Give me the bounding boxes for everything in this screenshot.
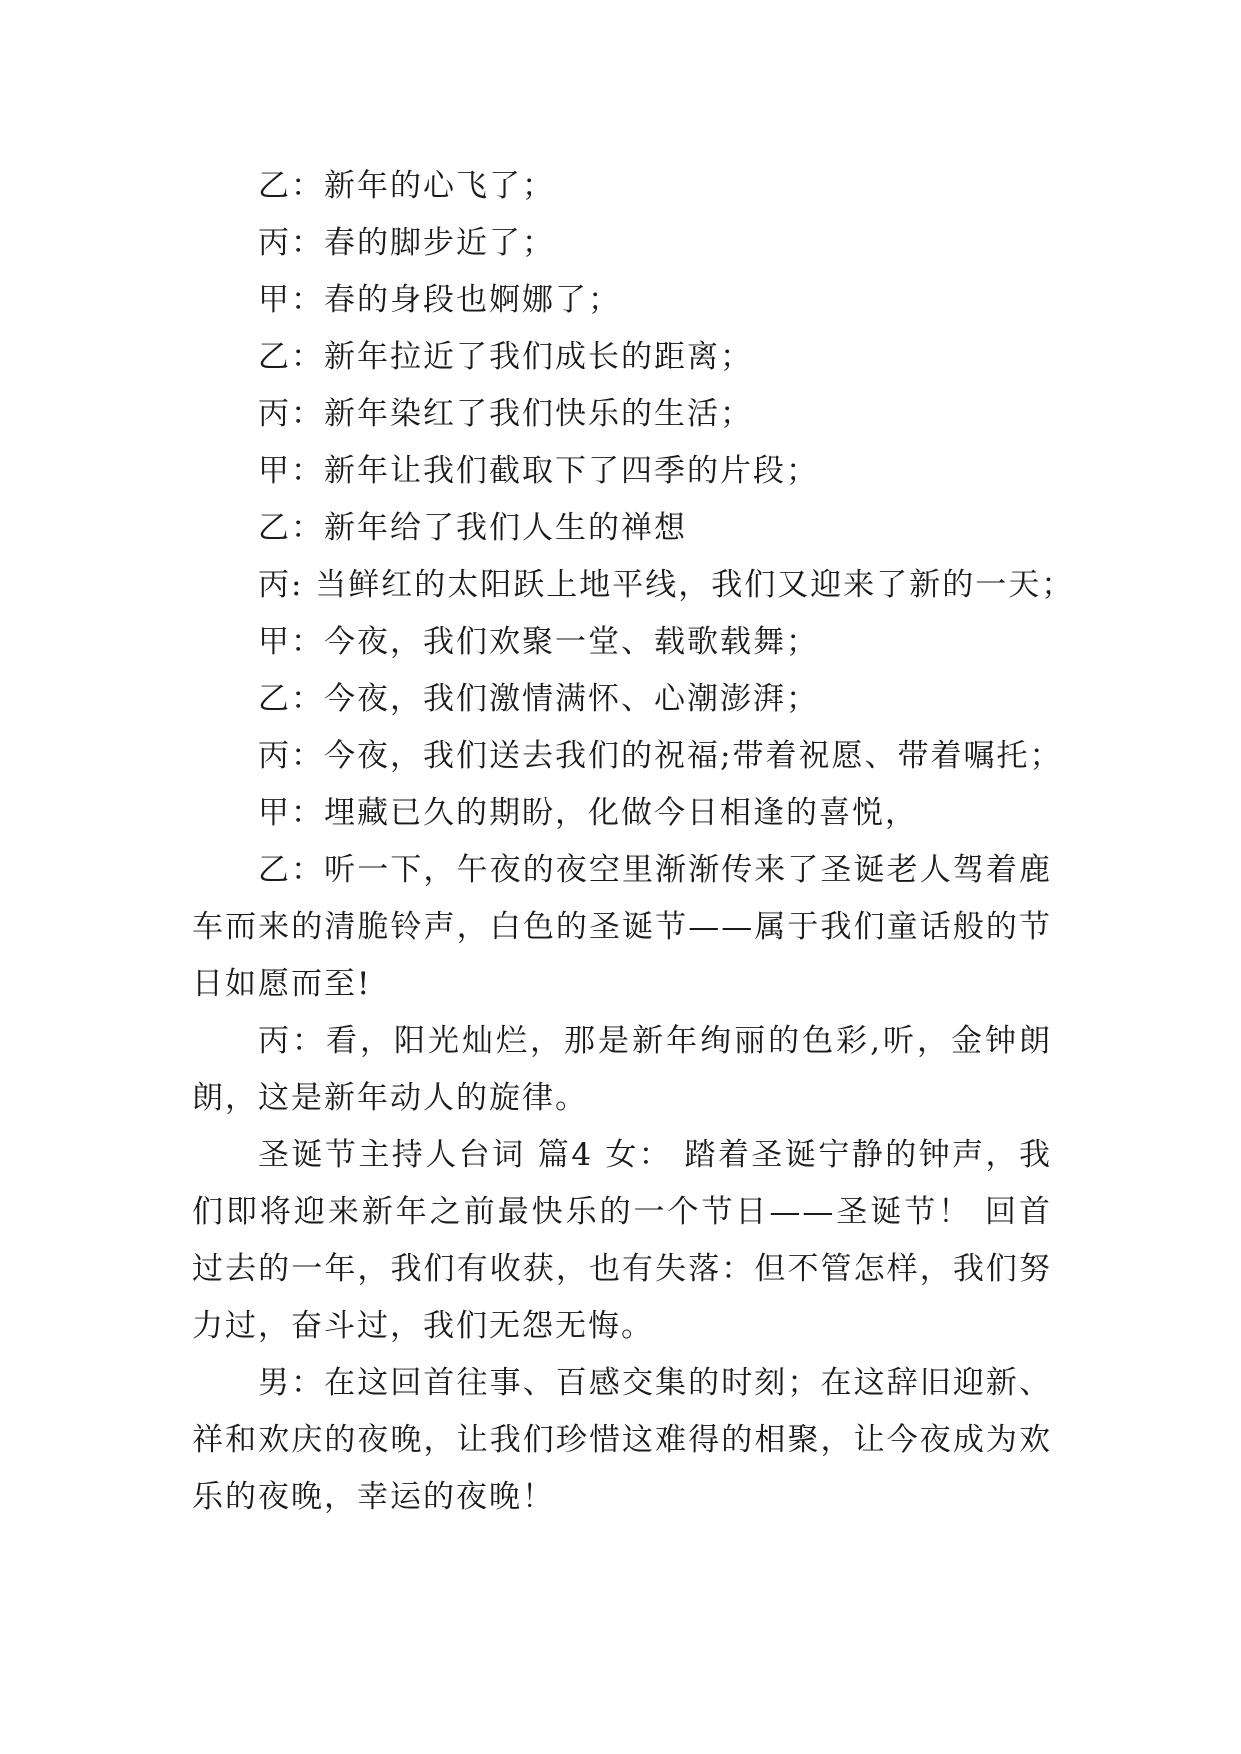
script-line: 丙: 当鲜红的太阳跃上地平线，我们又迎来了新的一天；: [258, 567, 1075, 603]
script-line: 丙：新年染红了我们快乐的生活；: [258, 396, 753, 432]
script-line: 甲：今夜，我们欢聚一堂、载歌载舞；: [258, 624, 819, 660]
script-line: 乙：今夜，我们激情满怀、心潮澎湃；: [258, 681, 819, 717]
script-line: 乙：新年拉近了我们成长的距离；: [258, 339, 753, 375]
body-paragraph: 男：在这回首往事、百感交集的时刻；在这辞旧迎新、祥和欢庆的夜晚，让我们珍惜这难得的相聚，让今夜成为欢乐的夜晚，幸运的夜晚！: [192, 1365, 1052, 1515]
script-line: 丙：春的脚步近了；: [258, 225, 555, 261]
document-page: [192, 158, 1075, 1526]
section-paragraph: 圣诞节主持人台词 篇4 女： 踏着圣诞宁静的钟声，我们即将迎来新年之前最快乐的一个节日——圣诞节！ 回首过去的一年，我们有收获，也有失落：但不管怎样，我们努力过，奋斗过，我们无怨无悔。: [192, 1137, 1052, 1344]
script-line: 乙：新年给了我们人生的禅想: [258, 510, 687, 546]
script-line: 甲：春的身段也婀娜了；: [258, 282, 621, 318]
script-line: 甲：埋藏已久的期盼，化做今日相逢的喜悦，: [258, 795, 918, 831]
body-paragraph: 丙：看，阳光灿烂，那是新年绚丽的色彩,听，金钟朗朗，这是新年动人的旋律。: [192, 1023, 1052, 1116]
body-paragraph: 乙：听一下，午夜的夜空里渐渐传来了圣诞老人驾着鹿车而来的清脆铃声，白色的圣诞节——属于我们童话般的节日如愿而至!: [192, 852, 1052, 1002]
script-line: 甲：新年让我们截取下了四季的片段；: [258, 453, 819, 489]
script-line: 丙：今夜，我们送去我们的祝福;带着祝愿、带着嘱托；: [258, 738, 1063, 774]
script-line: 乙：新年的心飞了；: [258, 168, 555, 204]
